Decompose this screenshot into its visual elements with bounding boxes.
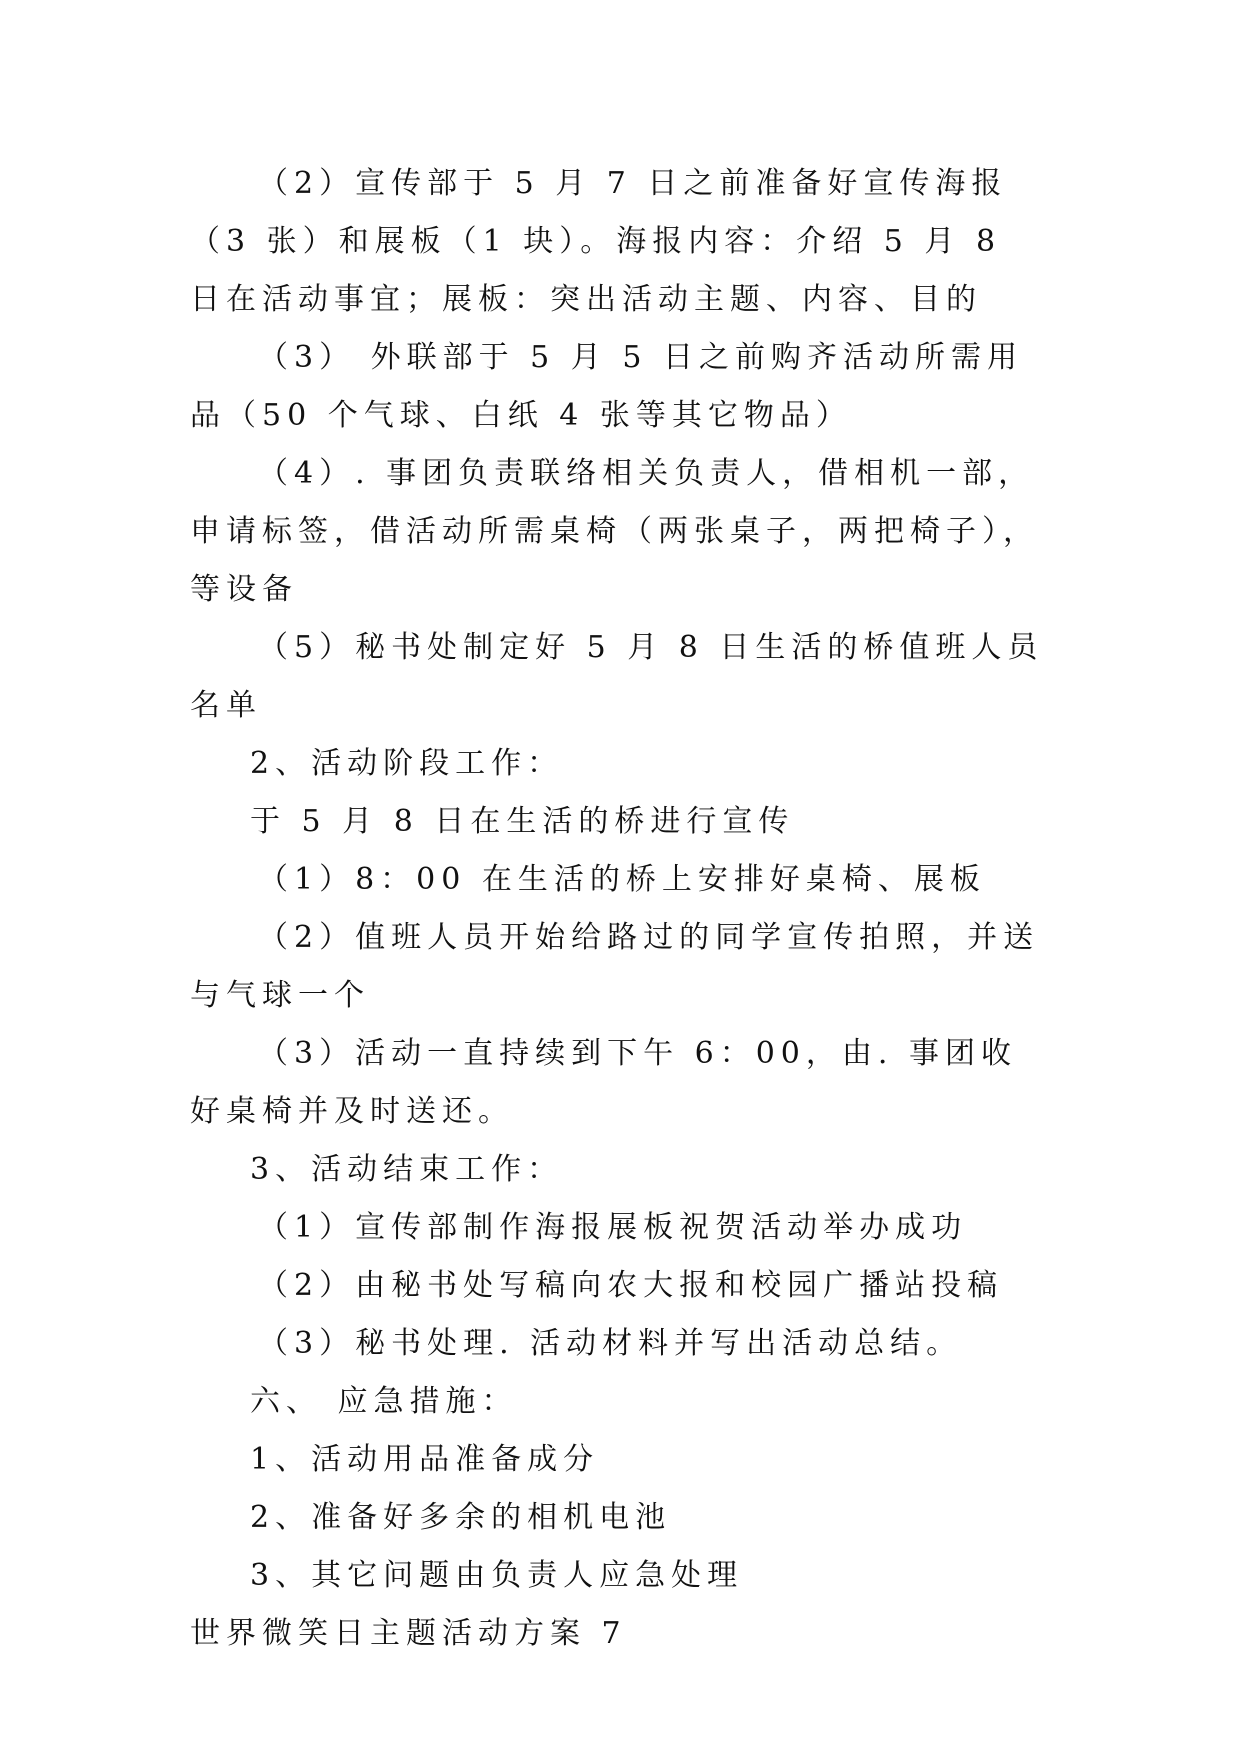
paragraph-contact-equipment: （4）. 事团负责联络相关负责人，借相机一部，申请标签，借活动所需桌椅（两张桌子，两把椅子），等设备	[190, 456, 1039, 607]
paragraph-publicity-poster: （2）宣传部于 5 月 7 日之前准备好宣传海报（3 张）和展板（1 块）。海报内容：介绍 5 月 8 日在活动事宜；展板：突出活动主题、内容、目的	[190, 166, 1008, 317]
section-activity-stage: 2、活动阶段工作：	[250, 746, 564, 781]
paragraph-congrats-poster: （1）宣传部制作海报展板祝贺活动举办成功	[258, 1210, 968, 1245]
paragraph-external-supplies: （3） 外联部于 5 月 5 日之前购齐活动所需用品（50 个气球、白纸 4 张等其它物品）	[190, 340, 1023, 433]
emergency-item-supplies: 1、活动用品准备成分	[250, 1442, 600, 1477]
paragraph-activity-end-time: （3）活动一直持续到下午 6：00，由. 事团收好桌椅并及时送还。	[190, 1036, 1017, 1129]
emergency-item-other-issues: 3、其它问题由负责人应急处理	[250, 1558, 744, 1593]
paragraph-setup-time: （1）8：00 在生活的桥上安排好桌椅、展板	[258, 862, 986, 897]
section-activity-end: 3、活动结束工作：	[250, 1152, 564, 1187]
document-body	[190, 155, 1050, 1663]
paragraph-duty-roster: （5）秘书处制定好 5 月 8 日生活的桥值班人员名单	[190, 630, 1044, 723]
document-next-title: 世界微笑日主题活动方案 7	[190, 1616, 627, 1651]
paragraph-promotion-date: 于 5 月 8 日在生活的桥进行宣传	[250, 804, 795, 839]
paragraph-summary: （3）秘书处理. 活动材料并写出活动总结。	[258, 1326, 963, 1361]
emergency-item-battery: 2、准备好多余的相机电池	[250, 1500, 672, 1535]
section-emergency-measures: 六、 应急措施：	[250, 1384, 518, 1419]
paragraph-photo-balloon: （2）值班人员开始给路过的同学宣传拍照，并送与气球一个	[190, 920, 1040, 1013]
paragraph-submit-article: （2）由秘书处写稿向农大报和校园广播站投稿	[258, 1268, 1004, 1303]
